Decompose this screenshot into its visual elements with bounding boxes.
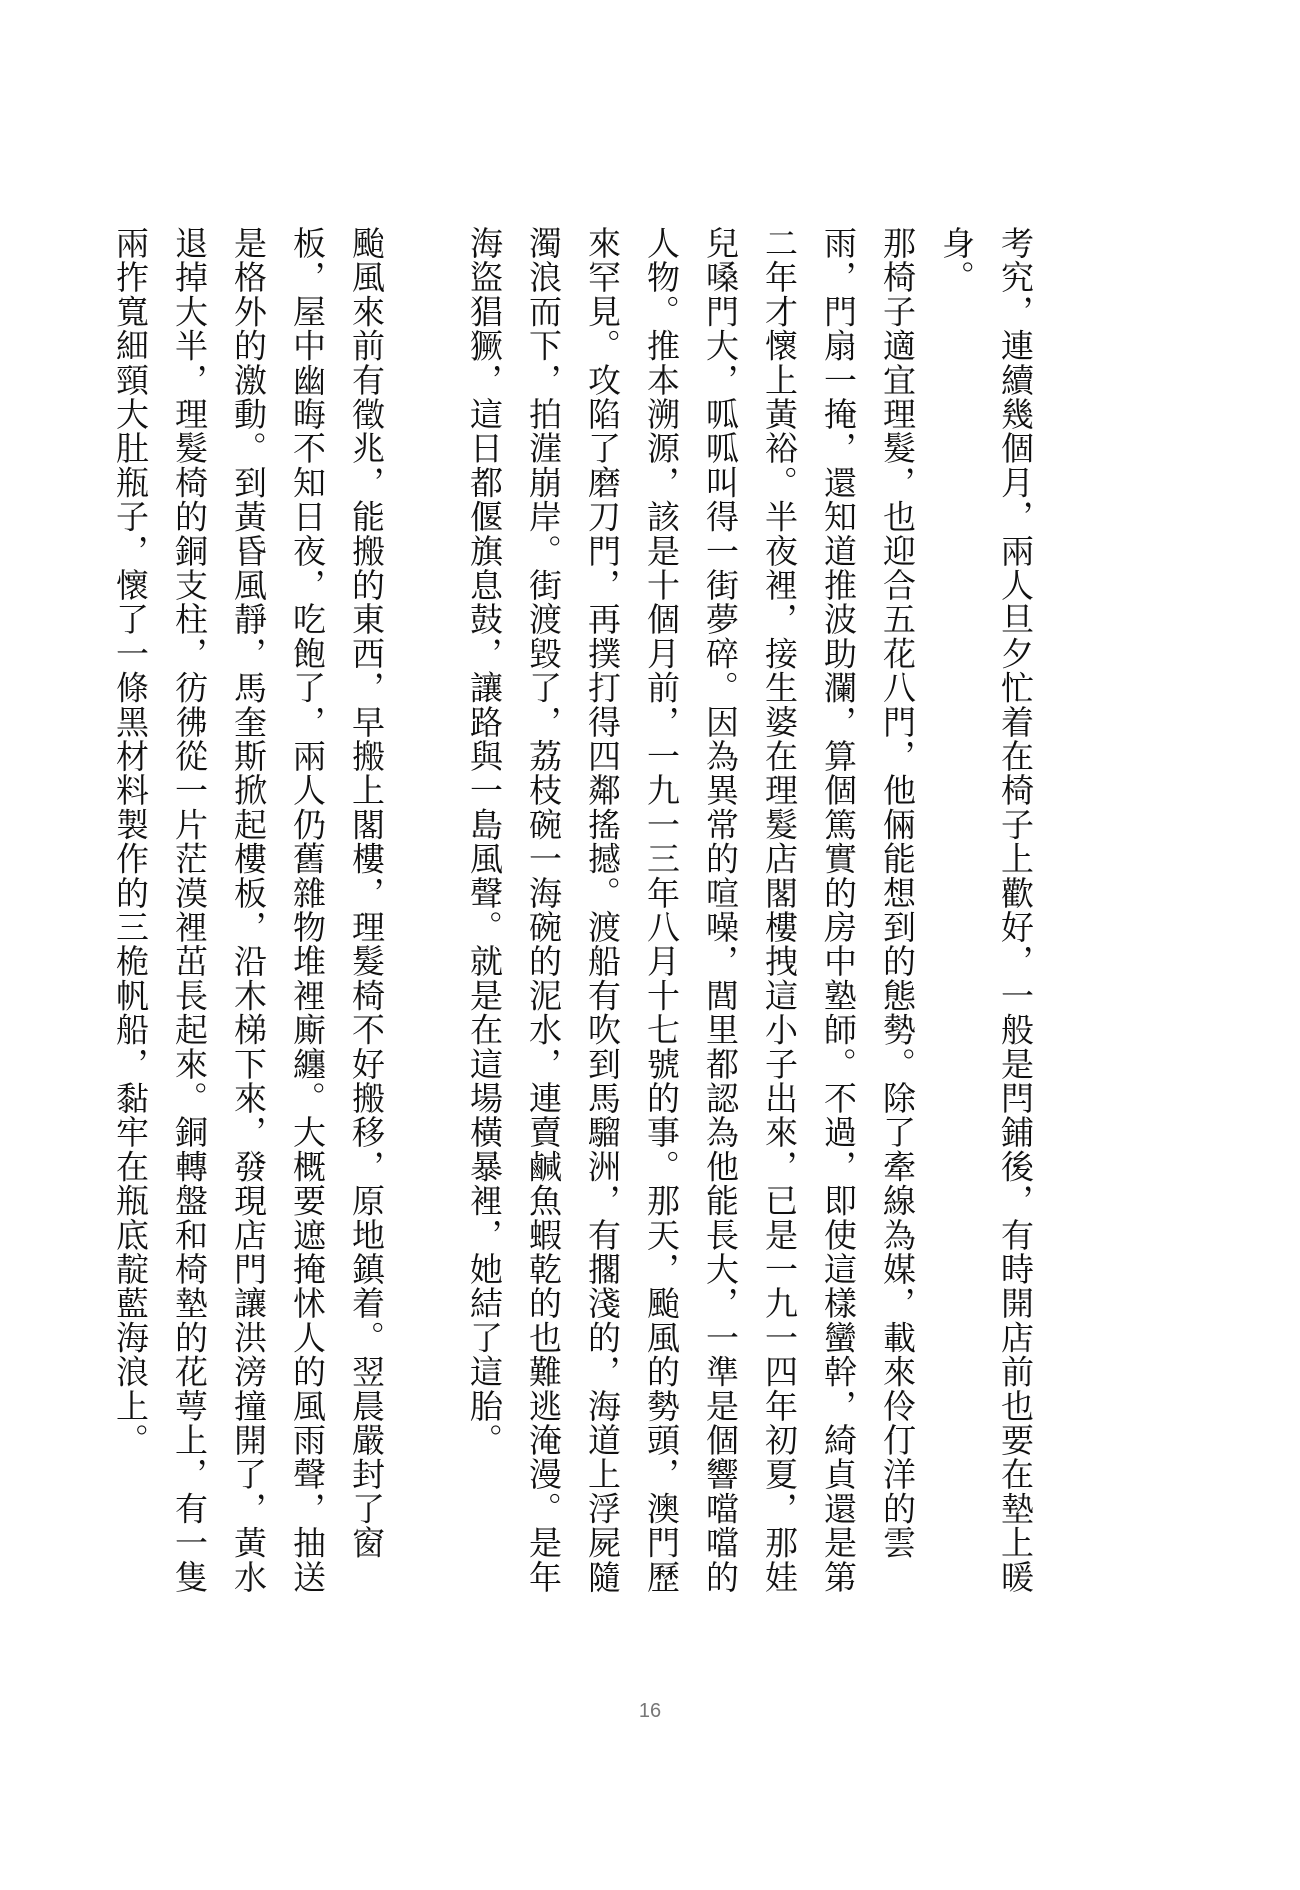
vertical-text-block xyxy=(111,226,1045,1626)
paragraph-3: 颱風來前有徵兆，能搬的東西，早搬上閣樓，理髮椅不好搬移，原地鎮着。翌晨嚴封了窗板，屋中幽晦不知日夜，吃飽了，兩人仍舊雜物堆裡廝纏。大概要遮掩怵人的風雨聲，抽送是格外的激動。到黃昏風靜，馬奎斯掀起樓板，沿木梯下來，發現店門讓洪滂撞開了，黃水退掉大半，理髮椅的銅支柱，彷彿從一片茫漠裡茁長起來。銅轉盤和椅墊的花萼上，有一隻兩拃寬細頸大肚瓶子，懷了一條黑材料製作的三桅帆船，黏牢在瓶底靛藍海浪上。 xyxy=(111,226,386,1594)
paragraph-2: 那椅子適宜理髮，也迎合五花八門，他倆能想到的態勢。除了牽線為媒，載來伶仃洋的雲雨，門扇一掩，還知道推波助瀾，算個篤實的房中塾師。不過，即使這樣蠻幹，綺貞還是第二年才懷上黃裕。半夜裡，接生婆在理髮店閣樓拽這小子出來，已是一九一四年初夏，那娃兒嗓門大，呱呱叫得一街夢碎。因為異常的喧噪，閭里都認為他能長大，一準是個響噹噹的人物。推本溯源，該是十個月前，一九一三年八月十七號的事。那天，颱風的勢頭，澳門歷來罕見。攻陷了磨刀門，再撲打得四鄰搖撼。渡船有吹到馬騮洲，有擱淺的，海道上浮屍隨濁浪而下，拍漄崩岸。街渡毀了，荔枝碗一海碗的泥水，連賣鹹魚蝦乾的也難逃淹漫。是年海盜猖獗，這日都偃旗息鼓，讓路與一島風聲。就是在這場橫暴裡，她結了這胎。 xyxy=(465,226,917,1594)
paragraph-1: 考究，連續幾個月，兩人旦夕忙着在椅子上歡好，一般是閂鋪後，有時開店前也要在墊上暖身。 xyxy=(937,226,1035,1594)
page-number: 16 xyxy=(638,1700,662,1722)
